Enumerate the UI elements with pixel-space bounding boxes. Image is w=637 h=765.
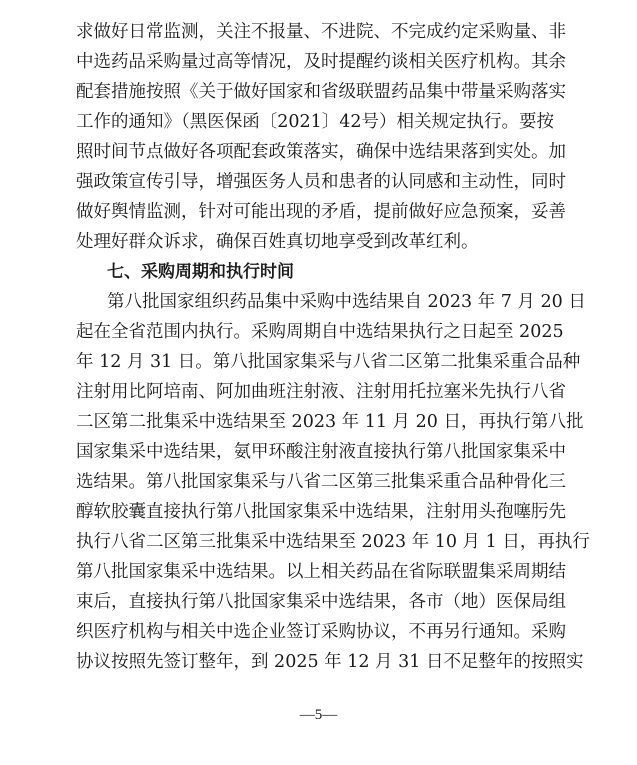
text-line: 二区第二批集采中选结果至 2023 年 11 月 20 日，再执行第八批 — [76, 412, 584, 432]
text-line: 起在全省范围内执行。采购周期自中选结果执行之日起至 2025 — [76, 322, 564, 342]
text-line: 处理好群众诉求，确保百姓真切地享受到改革红利。 — [76, 232, 479, 252]
text-line: 做好舆情监测，针对可能出现的矛盾，提前做好应急预案，妥善 — [76, 202, 566, 222]
text-line: 强政策宣传引导，增强医务人员和患者的认同感和主动性，同时 — [76, 172, 566, 192]
section-paragraph — [76, 287, 590, 677]
text-line: 求做好日常监测，关注不报量、不进院、不完成约定采购量、非 — [76, 22, 566, 42]
text-line: 注射用比阿培南、阿加曲班注射液、注射用托拉塞米先执行八省 — [76, 382, 566, 402]
text-line: 协议按照先签订整年，到 2025 年 12 月 31 日不足整年的按照实 — [76, 652, 584, 672]
page-number: —5— — [299, 707, 338, 723]
paragraph-continued — [76, 17, 566, 257]
text-line: 选结果。第八批国家集采与八省二区第三批集采重合品种骨化三 — [76, 472, 566, 492]
text-line: 中选药品采购量过高等情况，及时提醒约谈相关医疗机构。其余 — [76, 52, 566, 72]
text-line: 国家集采中选结果，氨甲环酸注射液直接执行第八批国家集采中 — [76, 442, 566, 462]
text-line: 醇软胶囊直接执行第八批国家集采中选结果，注射用头孢噻肟先 — [76, 502, 566, 522]
text-line: 织医疗机构与相关中选企业签订采购协议，不再另行通知。采购 — [76, 622, 566, 642]
text-line: 工作的通知》（黑医保函〔2021〕42号）相关规定执行。要按 — [76, 112, 555, 132]
text-line: 执行八省二区第三批集采中选结果至 2023 年 10 月 1 日，再执行 — [76, 532, 590, 552]
text-line: 照时间节点做好各项配套政策落实，确保中选结果落到实处。加 — [76, 142, 566, 162]
text-line: 第八批国家集采中选结果。以上相关药品在省际联盟集采周期结 — [76, 562, 566, 582]
text-line: 配套措施按照《关于做好国家和省级联盟药品集中带量采购落实 — [76, 82, 566, 102]
text-line: 束后，直接执行第八批国家集采中选结果，各市（地）医保局组 — [76, 592, 566, 612]
document-page — [76, 17, 590, 677]
text-line: 年 12 月 31 日。第八批国家集采与八省二区第二批集采重合品种 — [76, 352, 581, 372]
section-heading: 七、采购周期和执行时间 — [107, 262, 294, 282]
text-line: 第八批国家组织药品集中采购中选结果自 2023 年 7 月 20 日 — [107, 292, 586, 312]
